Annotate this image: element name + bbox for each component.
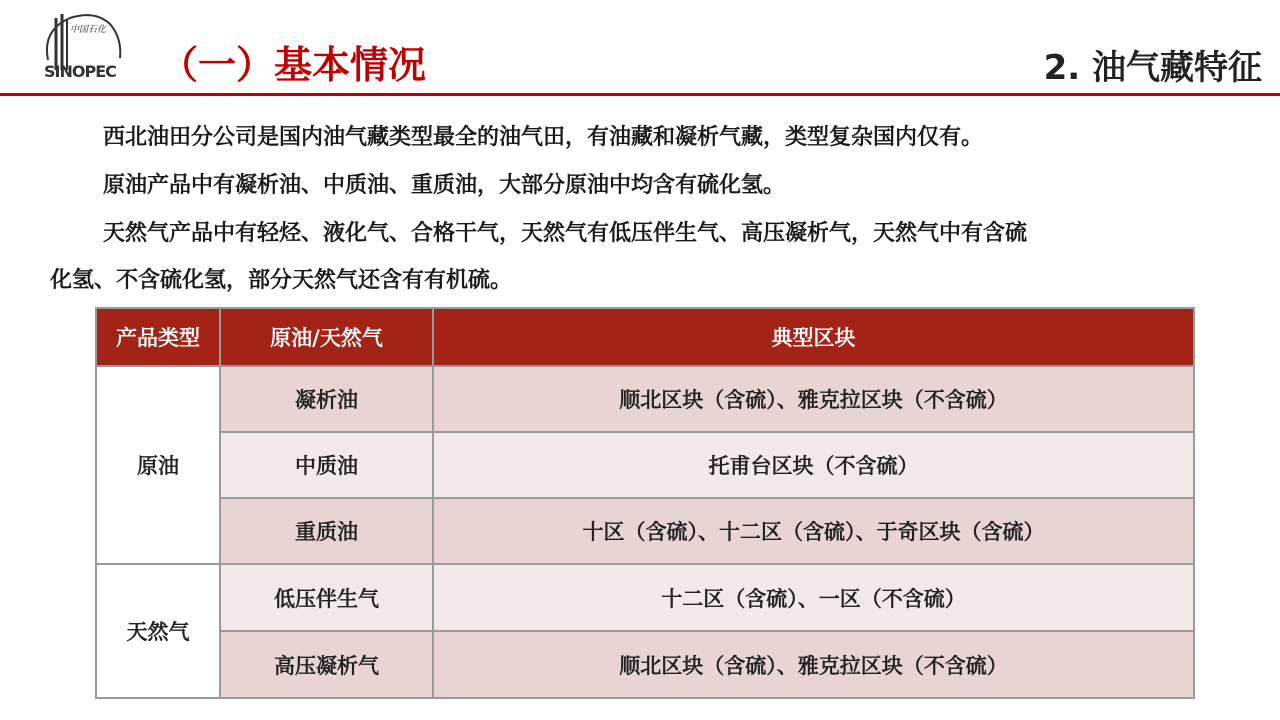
header-oil-gas: 原油/天然气: [220, 308, 433, 366]
table-row: [96, 366, 1194, 432]
header-divider: [0, 93, 1280, 96]
header-product-type: 产品类型: [96, 308, 220, 366]
oil-gas-table: [95, 307, 1195, 699]
paragraph-3-continued: 化氢、不含硫化氢，部分天然气还含有有机硫。: [50, 268, 513, 293]
table-row: [96, 564, 1194, 631]
category-natural-gas: 天然气: [96, 564, 220, 698]
table-row: [96, 498, 1194, 564]
product-type-cell: 中质油: [220, 432, 433, 498]
section-title: 2. 油气藏特征: [1043, 48, 1262, 88]
table-row: [96, 631, 1194, 698]
typical-block-cell: 托甫台区块（不含硫）: [433, 432, 1194, 498]
typical-block-cell: 顺北区块（含硫）、雅克拉区块（不含硫）: [433, 631, 1194, 698]
header-typical-block: 典型区块: [433, 308, 1194, 366]
paragraph-3: 天然气产品中有轻烃、液化气、合格干气，天然气有低压伴生气、高压凝析气，天然气中有含硫: [103, 221, 1028, 246]
logo-chinese-text: 中国石化: [70, 25, 107, 35]
logo-english-text: SINOPEC: [44, 62, 116, 81]
table-row: [96, 432, 1194, 498]
category-crude-oil: 原油: [96, 366, 220, 564]
product-type-cell: 重质油: [220, 498, 433, 564]
product-type-cell: 低压伴生气: [220, 564, 433, 631]
typical-block-cell: 十区（含硫）、十二区（含硫）、于奇区块（含硫）: [433, 498, 1194, 564]
product-type-cell: 凝析油: [220, 366, 433, 432]
typical-block-cell: 十二区（含硫）、一区（不含硫）: [433, 564, 1194, 631]
paragraph-1: 西北油田分公司是国内油气藏类型最全的油气田，有油藏和凝析气藏，类型复杂国内仅有。: [103, 125, 984, 150]
sinopec-logo: [40, 10, 126, 88]
typical-block-cell: 顺北区块（含硫）、雅克拉区块（不含硫）: [433, 366, 1194, 432]
page-title: （一）基本情况: [160, 43, 427, 87]
table-header-row: [96, 308, 1194, 366]
paragraph-2: 原油产品中有凝析油、中质油、重质油，大部分原油中均含有硫化氢。: [103, 173, 786, 198]
product-type-cell: 高压凝析气: [220, 631, 433, 698]
